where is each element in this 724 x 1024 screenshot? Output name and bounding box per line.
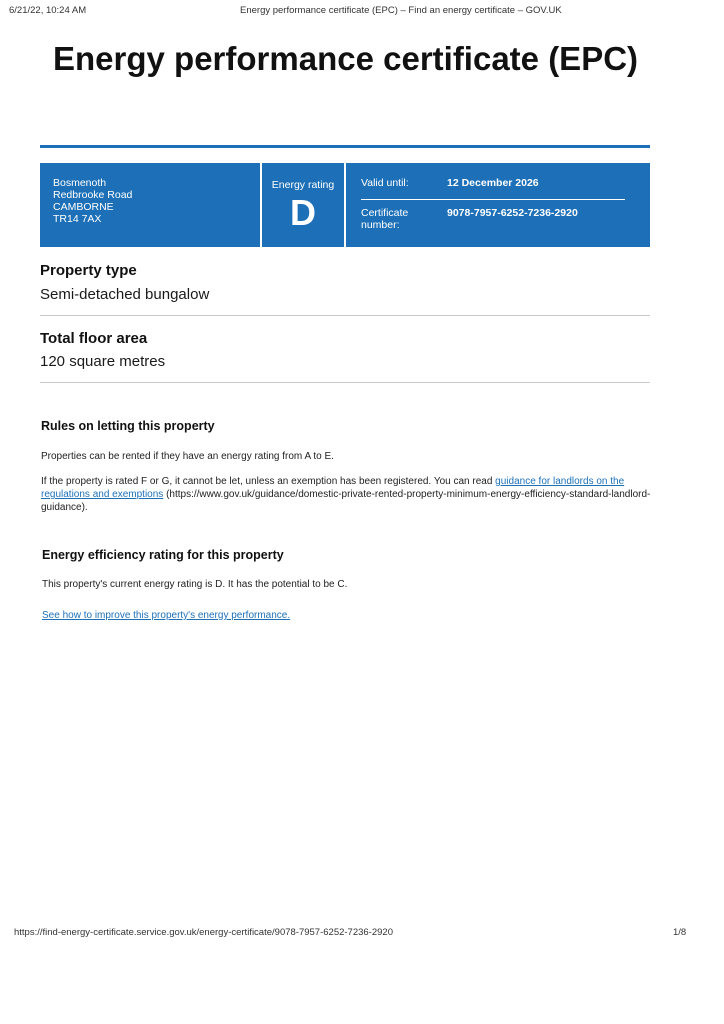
certificate-number-label: Certificate number: bbox=[361, 207, 409, 231]
floor-area-value: 120 square metres bbox=[40, 353, 166, 370]
address-line: Bosmenoth bbox=[53, 177, 107, 189]
efficiency-rating-heading: Energy efficiency rating for this property bbox=[42, 548, 284, 562]
exemption-text: If the property is rated F or G, it cannot be let, unless an exemption has been registered. You can read bbox=[41, 476, 496, 487]
letting-rules-exemption-paragraph bbox=[41, 475, 653, 514]
guidance-url-text: (https://www.gov.uk/guidance/domestic-private-rented-property-minimum-energy-efficiency-standard-landlord-guidance). bbox=[41, 489, 651, 513]
valid-until-row bbox=[361, 177, 625, 200]
valid-until-value: 12 December 2026 bbox=[447, 177, 539, 189]
property-type-heading: Property type bbox=[40, 262, 137, 279]
address-line: TR14 7AX bbox=[53, 213, 102, 225]
print-datetime: 6/21/22, 10:24 AM bbox=[9, 5, 87, 16]
title-divider bbox=[40, 145, 650, 148]
energy-rating-label: Energy rating bbox=[271, 179, 335, 191]
certificate-summary-box bbox=[40, 163, 650, 247]
floor-area-heading: Total floor area bbox=[40, 330, 148, 347]
certificate-number-value: 9078-7957-6252-7236-2920 bbox=[447, 207, 578, 219]
efficiency-rating-text: This property's current energy rating is D. It has the potential to be C. bbox=[42, 579, 348, 590]
certificate-info-block bbox=[348, 163, 650, 247]
property-type-value: Semi-detached bungalow bbox=[40, 286, 210, 303]
address-line: CAMBORNE bbox=[53, 201, 114, 213]
address-line: Redbrooke Road bbox=[53, 189, 133, 201]
footer-url: https://find-energy-certificate.service.gov.uk/energy-certificate/9078-7957-6252-7236-2920 bbox=[14, 927, 393, 938]
energy-rating-letter: D bbox=[290, 192, 316, 233]
page-number: 1/8 bbox=[673, 927, 687, 938]
page-title: Energy performance certificate (EPC) bbox=[53, 40, 639, 77]
print-page-title: Energy performance certificate (EPC) – Find an energy certificate – GOV.UK bbox=[240, 5, 562, 16]
valid-until-label: Valid until: bbox=[361, 177, 409, 189]
letting-rules-paragraph: Properties can be rented if they have an energy rating from A to E. bbox=[41, 451, 334, 462]
improve-performance-link[interactable]: See how to improve this property's energy performance. bbox=[42, 610, 291, 621]
landlord-guidance-link[interactable]: guidance for landlords on the regulations and exemptions bbox=[41, 476, 625, 500]
energy-rating-block bbox=[260, 163, 346, 247]
letting-rules-heading: Rules on letting this property bbox=[41, 419, 215, 433]
section-divider bbox=[40, 382, 650, 383]
address-block bbox=[40, 163, 258, 247]
section-divider bbox=[40, 315, 650, 316]
